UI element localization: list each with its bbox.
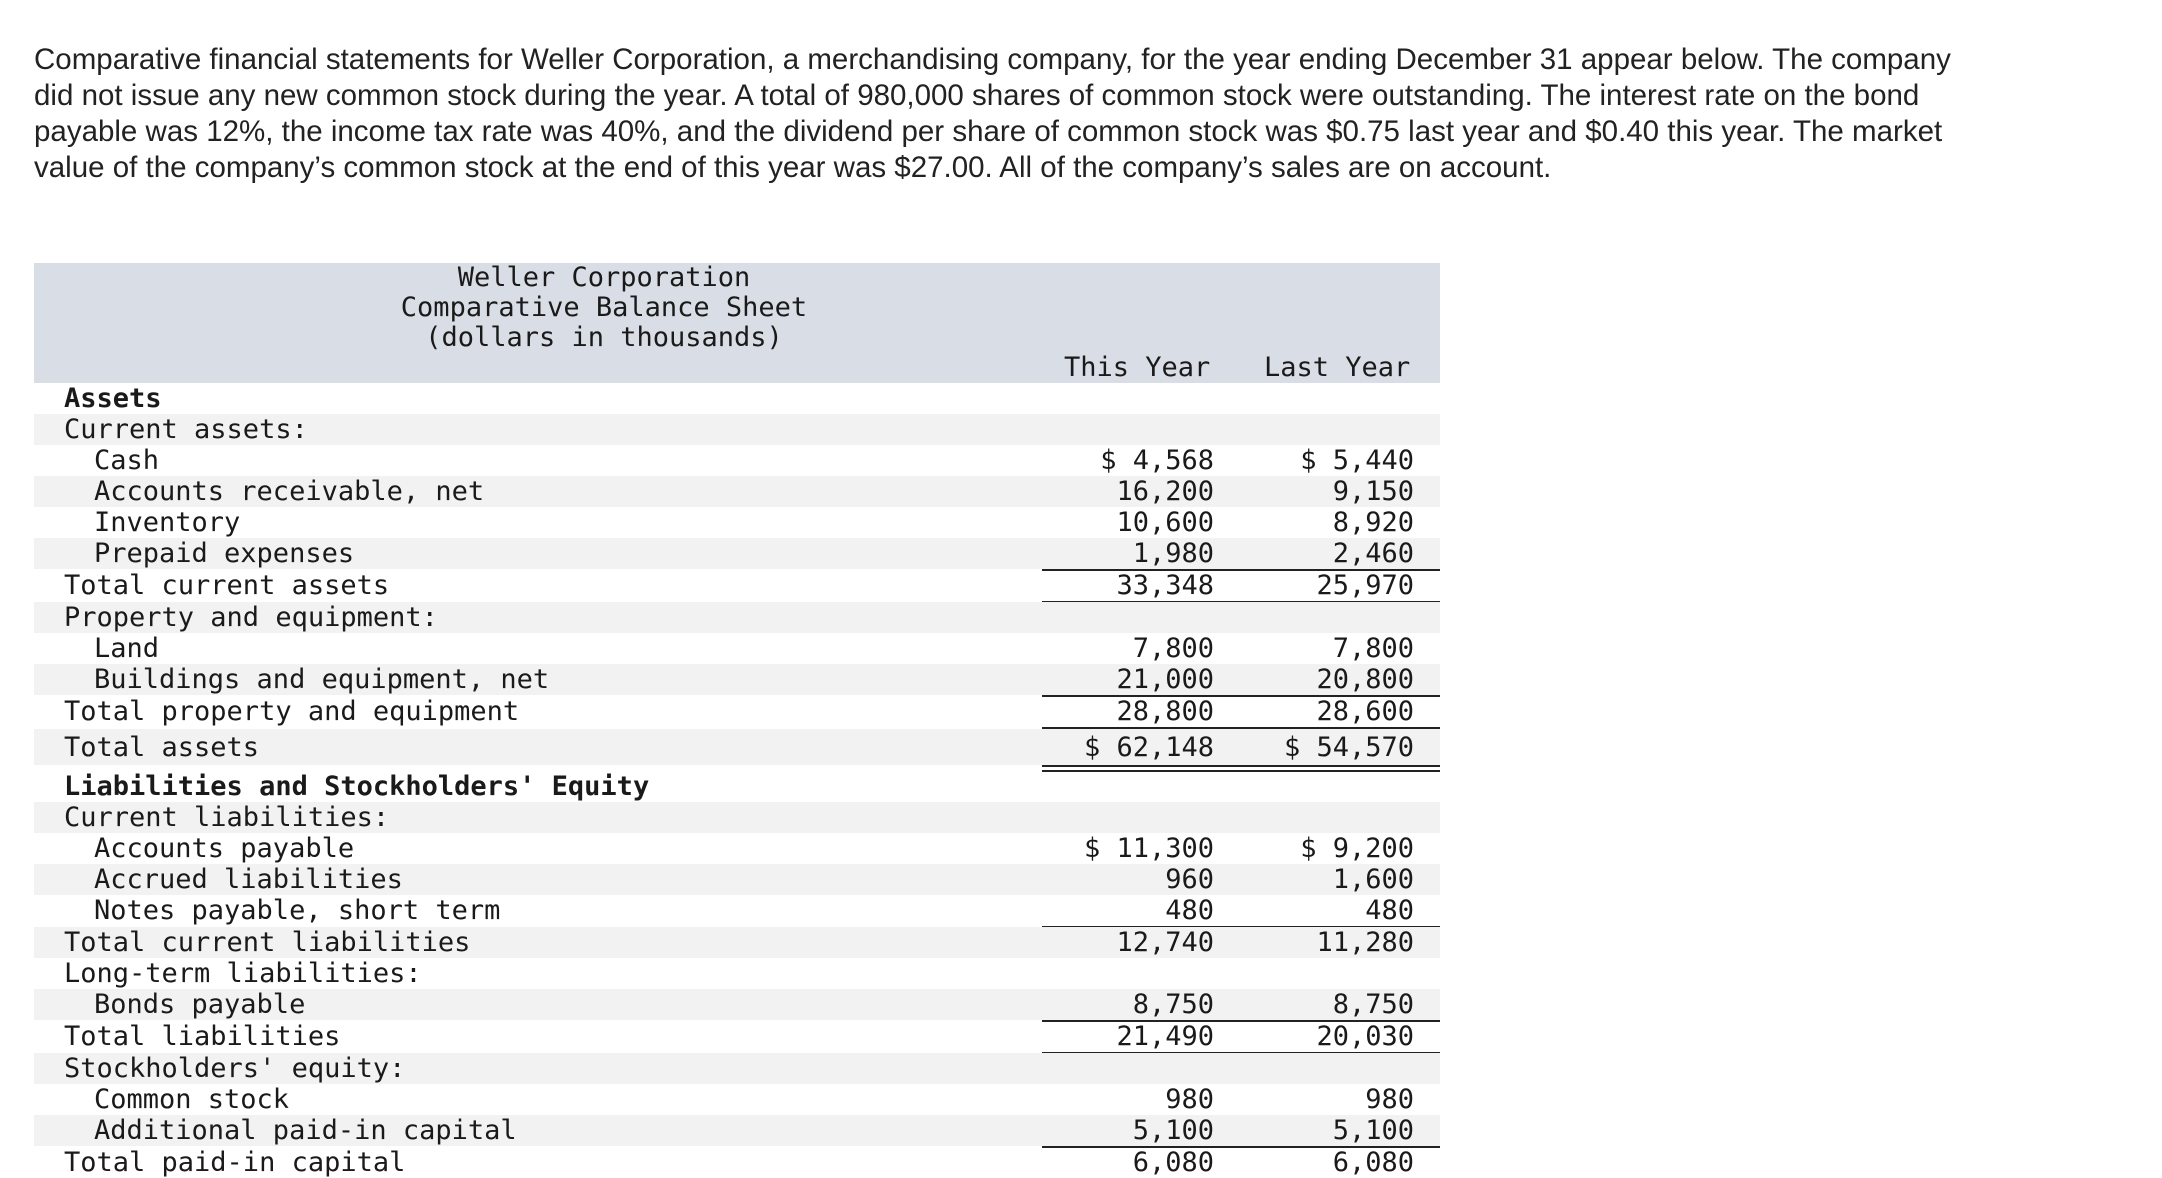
row-label: Cash <box>94 445 160 476</box>
column-header-last-year: Last Year <box>1264 352 1411 383</box>
value-last-year: 8,920 <box>1332 507 1414 538</box>
table-row <box>34 1021 1440 1052</box>
table-row <box>34 802 1440 833</box>
units-note: (dollars in thousands) <box>425 322 783 353</box>
row-label: Accounts payable <box>94 833 355 864</box>
row-label: Additional paid-in capital <box>94 1115 517 1146</box>
value-last-year: 11,280 <box>1316 927 1414 958</box>
value-this-year: 480 <box>1165 895 1214 926</box>
table-row <box>34 538 1440 569</box>
table-row <box>34 445 1440 476</box>
row-label: Total assets <box>64 732 260 763</box>
row-label: Accrued liabilities <box>94 864 403 895</box>
table-row <box>34 771 1440 802</box>
table-row <box>34 570 1440 601</box>
row-label: Current assets: <box>64 414 308 445</box>
table-header <box>34 263 1440 383</box>
row-label: Property and equipment: <box>64 602 438 633</box>
value-this-year: 12,740 <box>1116 927 1214 958</box>
row-label: Long-term liabilities: <box>64 958 422 989</box>
value-this-year: 1,980 <box>1132 538 1214 569</box>
value-last-year: $ 5,440 <box>1300 445 1414 476</box>
value-last-year: 9,150 <box>1332 476 1414 507</box>
row-label: Accounts receivable, net <box>94 476 485 507</box>
row-label: Prepaid expenses <box>94 538 355 569</box>
value-last-year: 2,460 <box>1332 538 1414 569</box>
table-row <box>34 696 1440 727</box>
table-row <box>34 664 1440 695</box>
row-label: Assets <box>64 383 162 414</box>
value-this-year: 5,100 <box>1132 1115 1214 1146</box>
row-label: Liabilities and Stockholders' Equity <box>64 771 650 802</box>
table-row <box>34 729 1440 765</box>
value-last-year: 25,970 <box>1316 570 1414 601</box>
row-label: Total current assets <box>64 570 390 601</box>
value-last-year: $ 54,570 <box>1283 732 1414 763</box>
column-header-this-year: This Year <box>1064 352 1211 383</box>
table-row <box>34 1115 1440 1146</box>
row-label: Buildings and equipment, net <box>94 664 550 695</box>
value-this-year: $ 11,300 <box>1083 833 1214 864</box>
value-this-year: $ 4,568 <box>1100 445 1214 476</box>
table-row <box>34 1147 1440 1178</box>
value-this-year: $ 62,148 <box>1083 732 1214 763</box>
row-label: Total current liabilities <box>64 927 471 958</box>
row-label: Total liabilities <box>64 1021 341 1052</box>
company-name: Weller Corporation <box>457 263 751 293</box>
row-label: Stockholders' equity: <box>64 1053 406 1084</box>
table-row <box>34 989 1440 1020</box>
value-last-year: 5,100 <box>1332 1115 1414 1146</box>
table-row <box>34 864 1440 895</box>
value-this-year: 8,750 <box>1132 989 1214 1020</box>
value-last-year: 480 <box>1365 895 1414 926</box>
row-label: Total property and equipment <box>64 696 520 727</box>
value-last-year: 28,600 <box>1316 696 1414 727</box>
table-row <box>34 927 1440 958</box>
table-row <box>34 633 1440 664</box>
value-this-year: 21,000 <box>1116 664 1214 695</box>
value-last-year: 980 <box>1365 1084 1414 1115</box>
problem-description: Comparative financial statements for Weller Corporation, a merchandising company, for the year ending December 31 appear below. The company did not issue any new common stock during the year. A total of 980,000 shares of common stock were outstanding. The interest rate on the bond payable was 12%, the income tax rate was 40%, and the dividend per share of common stock was $0.75 last year and $0.40 this year. The market value of the company’s common stock at the end of this year was $27.00. All of the company’s sales are on account. <box>34 43 1951 184</box>
comparative-balance-sheet <box>34 263 1440 1178</box>
value-this-year: 16,200 <box>1116 476 1214 507</box>
row-label: Total paid-in capital <box>64 1147 406 1178</box>
table-row <box>34 383 1440 414</box>
table-row <box>34 833 1440 864</box>
row-label: Land <box>94 633 160 664</box>
table-row <box>34 1053 1440 1084</box>
row-label: Common stock <box>94 1084 290 1115</box>
value-this-year: 21,490 <box>1116 1021 1214 1052</box>
table-row <box>34 602 1440 633</box>
value-last-year: 20,800 <box>1316 664 1414 695</box>
value-this-year: 980 <box>1165 1084 1214 1115</box>
value-last-year: 7,800 <box>1332 633 1414 664</box>
statement-title: Comparative Balance Sheet <box>400 292 808 323</box>
table-row <box>34 958 1440 989</box>
value-this-year: 10,600 <box>1116 507 1214 538</box>
value-this-year: 28,800 <box>1116 696 1214 727</box>
value-last-year: $ 9,200 <box>1300 833 1414 864</box>
row-label: Bonds payable <box>94 989 306 1020</box>
table-row <box>34 895 1440 926</box>
row-label: Notes payable, short term <box>94 895 501 926</box>
value-last-year: 20,030 <box>1316 1021 1414 1052</box>
table-row <box>34 1084 1440 1115</box>
row-label: Inventory <box>94 507 241 538</box>
table-row <box>34 507 1440 538</box>
value-last-year: 6,080 <box>1332 1147 1414 1178</box>
value-this-year: 960 <box>1165 864 1214 895</box>
value-this-year: 6,080 <box>1132 1147 1214 1178</box>
table-row <box>34 414 1440 445</box>
row-label: Current liabilities: <box>64 802 390 833</box>
value-this-year: 33,348 <box>1116 570 1214 601</box>
value-last-year: 1,600 <box>1332 864 1414 895</box>
value-this-year: 7,800 <box>1132 633 1214 664</box>
table-row <box>34 476 1440 507</box>
value-last-year: 8,750 <box>1332 989 1414 1020</box>
